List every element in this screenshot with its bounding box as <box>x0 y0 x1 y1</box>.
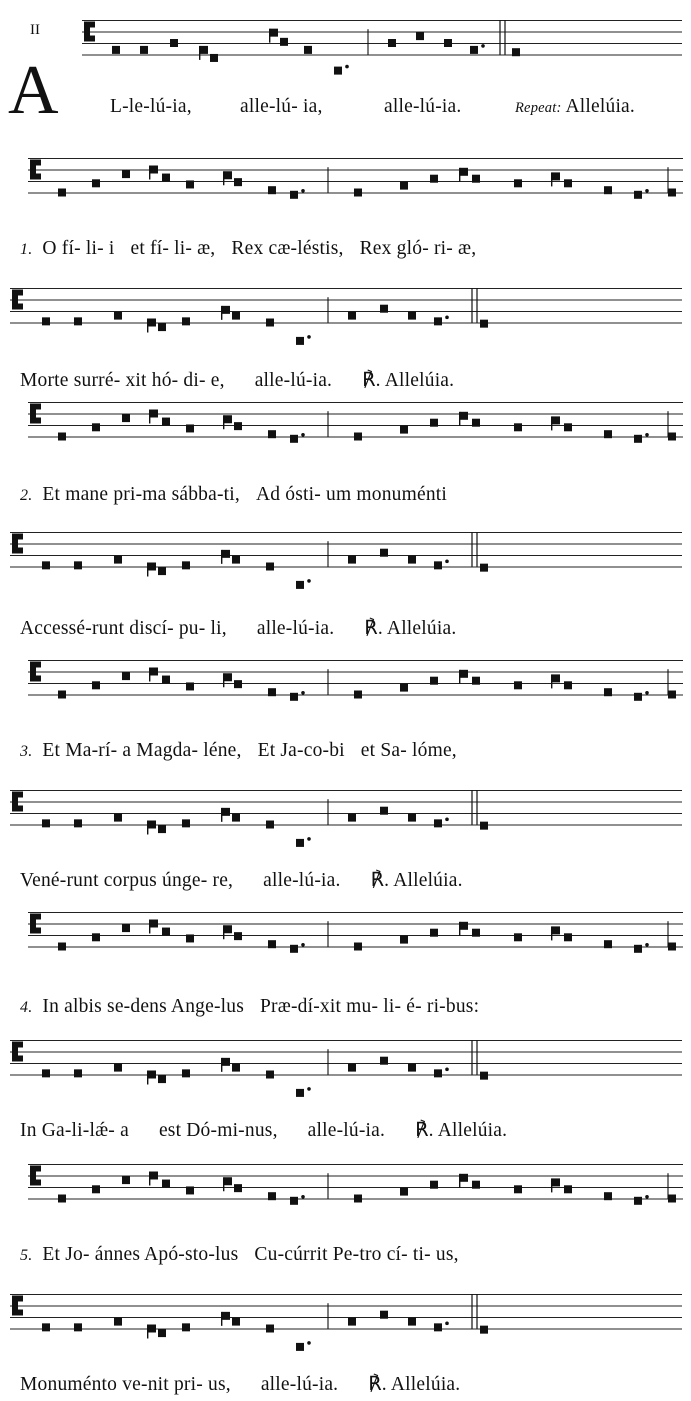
neume-note <box>182 1323 190 1331</box>
neume-note <box>434 1068 449 1078</box>
neume-note <box>348 312 356 320</box>
neume-note <box>472 175 480 183</box>
neume-note <box>122 170 130 178</box>
neume-note <box>182 561 190 569</box>
neume-note <box>564 681 572 689</box>
neume-note <box>514 1185 522 1193</box>
neume-note <box>269 29 278 43</box>
neume-note <box>472 419 480 427</box>
lyric-segment: Præ-dí-xit mu- li- é- ri-bus: <box>260 996 480 1017</box>
neume-note <box>334 65 349 75</box>
neume-note <box>408 312 416 320</box>
staff-verse-line1 <box>28 912 683 977</box>
staff-lines <box>28 402 683 467</box>
neume-note <box>147 1325 156 1339</box>
lyric-verse-line2 <box>20 1118 537 1142</box>
staff-lines <box>28 158 683 223</box>
neume-note <box>74 1069 82 1077</box>
neume-note <box>480 822 488 830</box>
lyric-verse-line1 <box>20 996 495 1018</box>
staff-verse-line2 <box>10 790 682 855</box>
neume-note <box>186 424 194 432</box>
neume-note <box>514 179 522 187</box>
lyric-segment: Morte surré- xit hó- di- e, <box>20 370 225 391</box>
neume-note <box>92 423 100 431</box>
neume-note <box>564 179 572 187</box>
neume-note <box>459 922 468 936</box>
neume-note <box>551 416 560 430</box>
response-allelu: ℟. Allelúia. <box>364 618 457 639</box>
neume-note <box>122 924 130 932</box>
neume-note <box>380 807 388 815</box>
lyric-segment: Et mane pri-ma sábba-ti, <box>42 484 240 505</box>
lyric-verse-line2 <box>20 868 493 892</box>
drop-initial: A <box>8 52 59 129</box>
neume-note <box>434 1322 449 1332</box>
neume-note <box>223 171 232 185</box>
neume-note <box>380 1057 388 1065</box>
neume-note <box>42 819 50 827</box>
neume-note <box>296 1087 311 1097</box>
neume-note <box>400 684 408 692</box>
neume-note <box>149 920 158 934</box>
staff-lines <box>10 1040 682 1105</box>
neume-note <box>408 814 416 822</box>
response-allelu: ℟. Allelúia. <box>368 1374 461 1395</box>
neume-note <box>74 1323 82 1331</box>
neume-note <box>92 681 100 689</box>
neume-note <box>266 1325 274 1333</box>
lyric-segment: alle-lú-ia. <box>384 96 462 117</box>
neume-note <box>147 821 156 835</box>
staff-refrain <box>82 20 682 85</box>
neume-note <box>280 38 288 46</box>
neume-note <box>223 673 232 687</box>
lyric-segment: Rex gló- ri- æ, <box>359 238 477 259</box>
neume-note <box>459 412 468 426</box>
neume-note <box>158 825 166 833</box>
neume-note <box>668 1195 676 1203</box>
neume-note <box>114 312 122 320</box>
neume-note <box>668 691 676 699</box>
neume-note <box>92 1185 100 1193</box>
neume-note <box>480 320 488 328</box>
neume-note <box>472 1181 480 1189</box>
staff-verse-line2 <box>10 532 682 597</box>
neume-note <box>430 677 438 685</box>
neume-note <box>234 422 242 430</box>
neume-note <box>514 423 522 431</box>
neume-note <box>400 936 408 944</box>
staff-lines <box>10 288 682 353</box>
neume-note <box>223 1177 232 1191</box>
neume-note <box>480 1072 488 1080</box>
neume-note <box>634 1195 649 1205</box>
neume-note <box>234 1184 242 1192</box>
lyric-verse-line2 <box>20 1372 490 1396</box>
neume-note <box>408 1318 416 1326</box>
lyric-verse-line1 <box>20 1244 475 1266</box>
lyric-segment: Rex cæ-léstis, <box>231 238 344 259</box>
neume-note <box>380 305 388 313</box>
neume-note <box>58 691 66 699</box>
neume-note <box>147 563 156 577</box>
repeat-text: Allelúia. <box>565 96 635 117</box>
neume-note <box>604 1192 612 1200</box>
neume-note <box>158 1329 166 1337</box>
neume-note <box>112 46 120 54</box>
lyric-segment: alle-lú-ia. <box>256 618 335 639</box>
lyric-segment: est Dó-mi-nus, <box>158 1120 278 1141</box>
neume-note <box>290 691 305 701</box>
neume-note <box>296 335 311 345</box>
lyric-verse-line2 <box>20 616 486 640</box>
neume-note <box>634 691 649 701</box>
neume-note <box>158 323 166 331</box>
neume-note <box>266 319 274 327</box>
neume-note <box>232 1318 240 1326</box>
staff-lines <box>82 20 682 85</box>
neume-note <box>232 312 240 320</box>
neume-note <box>74 317 82 325</box>
neume-note <box>290 943 305 953</box>
neume-note <box>634 433 649 443</box>
neume-note <box>58 943 66 951</box>
neume-note <box>266 563 274 571</box>
neume-note <box>232 1064 240 1072</box>
neume-note <box>354 943 362 951</box>
neume-note <box>459 670 468 684</box>
neume-note <box>380 1311 388 1319</box>
neume-note <box>388 39 396 47</box>
neume-note <box>604 430 612 438</box>
neume-note <box>472 929 480 937</box>
neume-note <box>122 1176 130 1184</box>
neume-note <box>221 808 230 822</box>
neume-note <box>186 682 194 690</box>
neume-note <box>162 418 170 426</box>
response-allelu: ℟. Allelúia. <box>415 1120 508 1141</box>
response-allelu: ℟. Allelúia. <box>362 370 455 391</box>
neume-note <box>199 46 208 60</box>
neume-note <box>459 168 468 182</box>
c-clef-icon <box>30 160 41 180</box>
neume-note <box>634 189 649 199</box>
neume-note <box>304 46 312 54</box>
neume-note <box>234 932 242 940</box>
neume-note <box>408 1064 416 1072</box>
neume-note <box>182 1069 190 1077</box>
neume-note <box>668 943 676 951</box>
neume-note <box>122 414 130 422</box>
neume-note <box>430 929 438 937</box>
neume-note <box>354 1195 362 1203</box>
neume-note <box>348 1318 356 1326</box>
neume-note <box>400 426 408 434</box>
neume-note <box>514 681 522 689</box>
neume-note <box>634 943 649 953</box>
neume-note <box>149 410 158 424</box>
neume-note <box>564 423 572 431</box>
lyric-verse-line2 <box>20 368 484 392</box>
staff-verse-line2 <box>10 1294 682 1359</box>
neume-note <box>551 172 560 186</box>
lyric-segment: Et Ma-rí- a Magda- léne, <box>42 740 242 761</box>
lyric-segment: alle-lú-ia. <box>260 1374 339 1395</box>
neume-note <box>182 317 190 325</box>
neume-note <box>42 561 50 569</box>
neume-note <box>564 1185 572 1193</box>
lyric-verse-line1 <box>20 484 463 506</box>
neume-note <box>170 39 178 47</box>
staff-lines <box>10 532 682 597</box>
neume-note <box>266 821 274 829</box>
neume-note <box>290 433 305 443</box>
c-clef-icon <box>12 792 23 812</box>
neume-note <box>162 928 170 936</box>
neume-note <box>162 1180 170 1188</box>
neume-note <box>430 419 438 427</box>
neume-note <box>459 1174 468 1188</box>
c-clef-icon <box>30 662 41 682</box>
neume-note <box>290 189 305 199</box>
neume-note <box>92 933 100 941</box>
neume-note <box>74 561 82 569</box>
neume-note <box>416 32 424 40</box>
neume-note <box>354 691 362 699</box>
staff-verse-line1 <box>28 402 683 467</box>
staff-lines <box>28 912 683 977</box>
lyric-verse-line1 <box>20 238 492 260</box>
lyric-segment: O fí- li- i <box>42 238 115 259</box>
neume-note <box>604 940 612 948</box>
neume-note <box>58 433 66 441</box>
neume-note <box>221 550 230 564</box>
staff-verse-line2 <box>10 1040 682 1105</box>
verse-number: 5. <box>20 1247 33 1264</box>
neume-note <box>604 688 612 696</box>
verse-number: 3. <box>20 743 33 760</box>
neume-note <box>604 186 612 194</box>
c-clef-icon <box>12 1296 23 1316</box>
lyric-segment: Ad ósti- um monuménti <box>255 484 448 505</box>
neume-note <box>221 1058 230 1072</box>
neume-note <box>186 180 194 188</box>
neume-note <box>268 1192 276 1200</box>
neume-note <box>268 940 276 948</box>
neume-note <box>512 48 520 56</box>
staff-lines <box>28 1164 683 1229</box>
neume-note <box>564 933 572 941</box>
neume-note <box>444 39 452 47</box>
repeat-instruction <box>515 96 635 118</box>
neume-note <box>149 668 158 682</box>
c-clef-icon <box>30 914 41 934</box>
neume-note <box>147 1071 156 1085</box>
response-allelu: ℟. Allelúia. <box>370 870 463 891</box>
mode-number: II <box>30 22 40 38</box>
neume-note <box>290 1195 305 1205</box>
c-clef-icon <box>12 290 23 310</box>
neume-note <box>434 560 449 570</box>
neume-note <box>149 1172 158 1186</box>
neume-note <box>162 676 170 684</box>
lyric-segment: Accessé-runt discí- pu- li, <box>20 618 227 639</box>
staff-verse-line1 <box>28 158 683 223</box>
neume-note <box>348 814 356 822</box>
neume-note <box>354 189 362 197</box>
neume-note <box>266 1071 274 1079</box>
neume-note <box>668 189 676 197</box>
neume-note <box>74 819 82 827</box>
neume-note <box>122 672 130 680</box>
neume-note <box>480 564 488 572</box>
neume-note <box>232 814 240 822</box>
neume-note <box>430 1181 438 1189</box>
neume-note <box>58 189 66 197</box>
staff-lines <box>28 660 683 725</box>
neume-note <box>42 1069 50 1077</box>
neume-note <box>296 837 311 847</box>
verse-number: 4. <box>20 999 33 1016</box>
neume-note <box>408 556 416 564</box>
neume-note <box>221 306 230 320</box>
lyric-segment: alle-lú-ia. <box>263 870 341 891</box>
neume-note <box>348 1064 356 1072</box>
neume-note <box>182 819 190 827</box>
neume-note <box>140 46 148 54</box>
lyric-segment: alle-lú-ia. <box>307 1120 386 1141</box>
neume-note <box>186 1186 194 1194</box>
neume-note <box>551 1178 560 1192</box>
lyric-segment: Et Jo- ánnes Apó-sto-lus <box>42 1244 239 1265</box>
neume-note <box>232 556 240 564</box>
neume-note <box>158 567 166 575</box>
neume-note <box>380 549 388 557</box>
c-clef-icon <box>84 22 95 42</box>
neume-note <box>234 178 242 186</box>
c-clef-icon <box>12 1042 23 1062</box>
neume-note <box>268 186 276 194</box>
lyric-segment: Vené-runt corpus únge- re, <box>20 870 234 891</box>
lyric-segment: Cu-cúrrit Pe-tro cí- ti- us, <box>254 1244 459 1265</box>
neume-note <box>400 1188 408 1196</box>
c-clef-icon <box>12 534 23 554</box>
neume-note <box>348 556 356 564</box>
neume-note <box>296 579 311 589</box>
staff-lines <box>10 790 682 855</box>
neume-note <box>186 934 194 942</box>
lyric-segment: et fí- li- æ, <box>130 238 216 259</box>
lyric-segment: In Ga-li-lǽ- a <box>20 1120 129 1141</box>
neume-note <box>434 316 449 326</box>
neume-note <box>114 1318 122 1326</box>
c-clef-icon <box>30 1166 41 1186</box>
neume-note <box>400 182 408 190</box>
lyric-segment: L-le-lú-ia, <box>110 96 192 117</box>
neume-note <box>514 933 522 941</box>
lyric-segment: alle-lú-ia. <box>254 370 333 391</box>
neume-note <box>223 925 232 939</box>
lyric-segment: Et Ja-co-bi <box>257 740 345 761</box>
staff-lines <box>10 1294 682 1359</box>
neume-note <box>234 680 242 688</box>
staff-verse-line2 <box>10 288 682 353</box>
neume-note <box>434 818 449 828</box>
neume-note <box>162 174 170 182</box>
neume-note <box>149 166 158 180</box>
neume-note <box>210 54 218 62</box>
lyric-segment: In albis se-dens Ange-lus <box>42 996 244 1017</box>
neume-note <box>114 556 122 564</box>
lyric-segment: alle-lú- ia, <box>240 96 323 117</box>
neume-note <box>223 415 232 429</box>
neume-note <box>430 175 438 183</box>
neume-note <box>268 688 276 696</box>
neume-note <box>58 1195 66 1203</box>
repeat-label: Repeat: <box>515 100 562 116</box>
neume-note <box>470 44 485 54</box>
neume-note <box>42 317 50 325</box>
lyric-verse-line1 <box>20 740 473 762</box>
neume-note <box>480 1326 488 1334</box>
neume-note <box>147 319 156 333</box>
verse-number: 2. <box>20 487 33 504</box>
neume-note <box>268 430 276 438</box>
neume-note <box>114 814 122 822</box>
neume-note <box>42 1323 50 1331</box>
c-clef-icon <box>30 404 41 424</box>
verse-number: 1. <box>20 241 33 258</box>
neume-note <box>92 179 100 187</box>
neume-note <box>221 1312 230 1326</box>
lyric-segment: Monuménto ve-nit pri- us, <box>20 1374 231 1395</box>
staff-verse-line1 <box>28 1164 683 1229</box>
neume-note <box>296 1341 311 1351</box>
neume-note <box>114 1064 122 1072</box>
lyric-segment: et Sa- lóme, <box>360 740 457 761</box>
neume-note <box>551 674 560 688</box>
neume-note <box>354 433 362 441</box>
staff-verse-line1 <box>28 660 683 725</box>
neume-note <box>551 926 560 940</box>
neume-note <box>158 1075 166 1083</box>
neume-note <box>668 433 676 441</box>
neume-note <box>472 677 480 685</box>
